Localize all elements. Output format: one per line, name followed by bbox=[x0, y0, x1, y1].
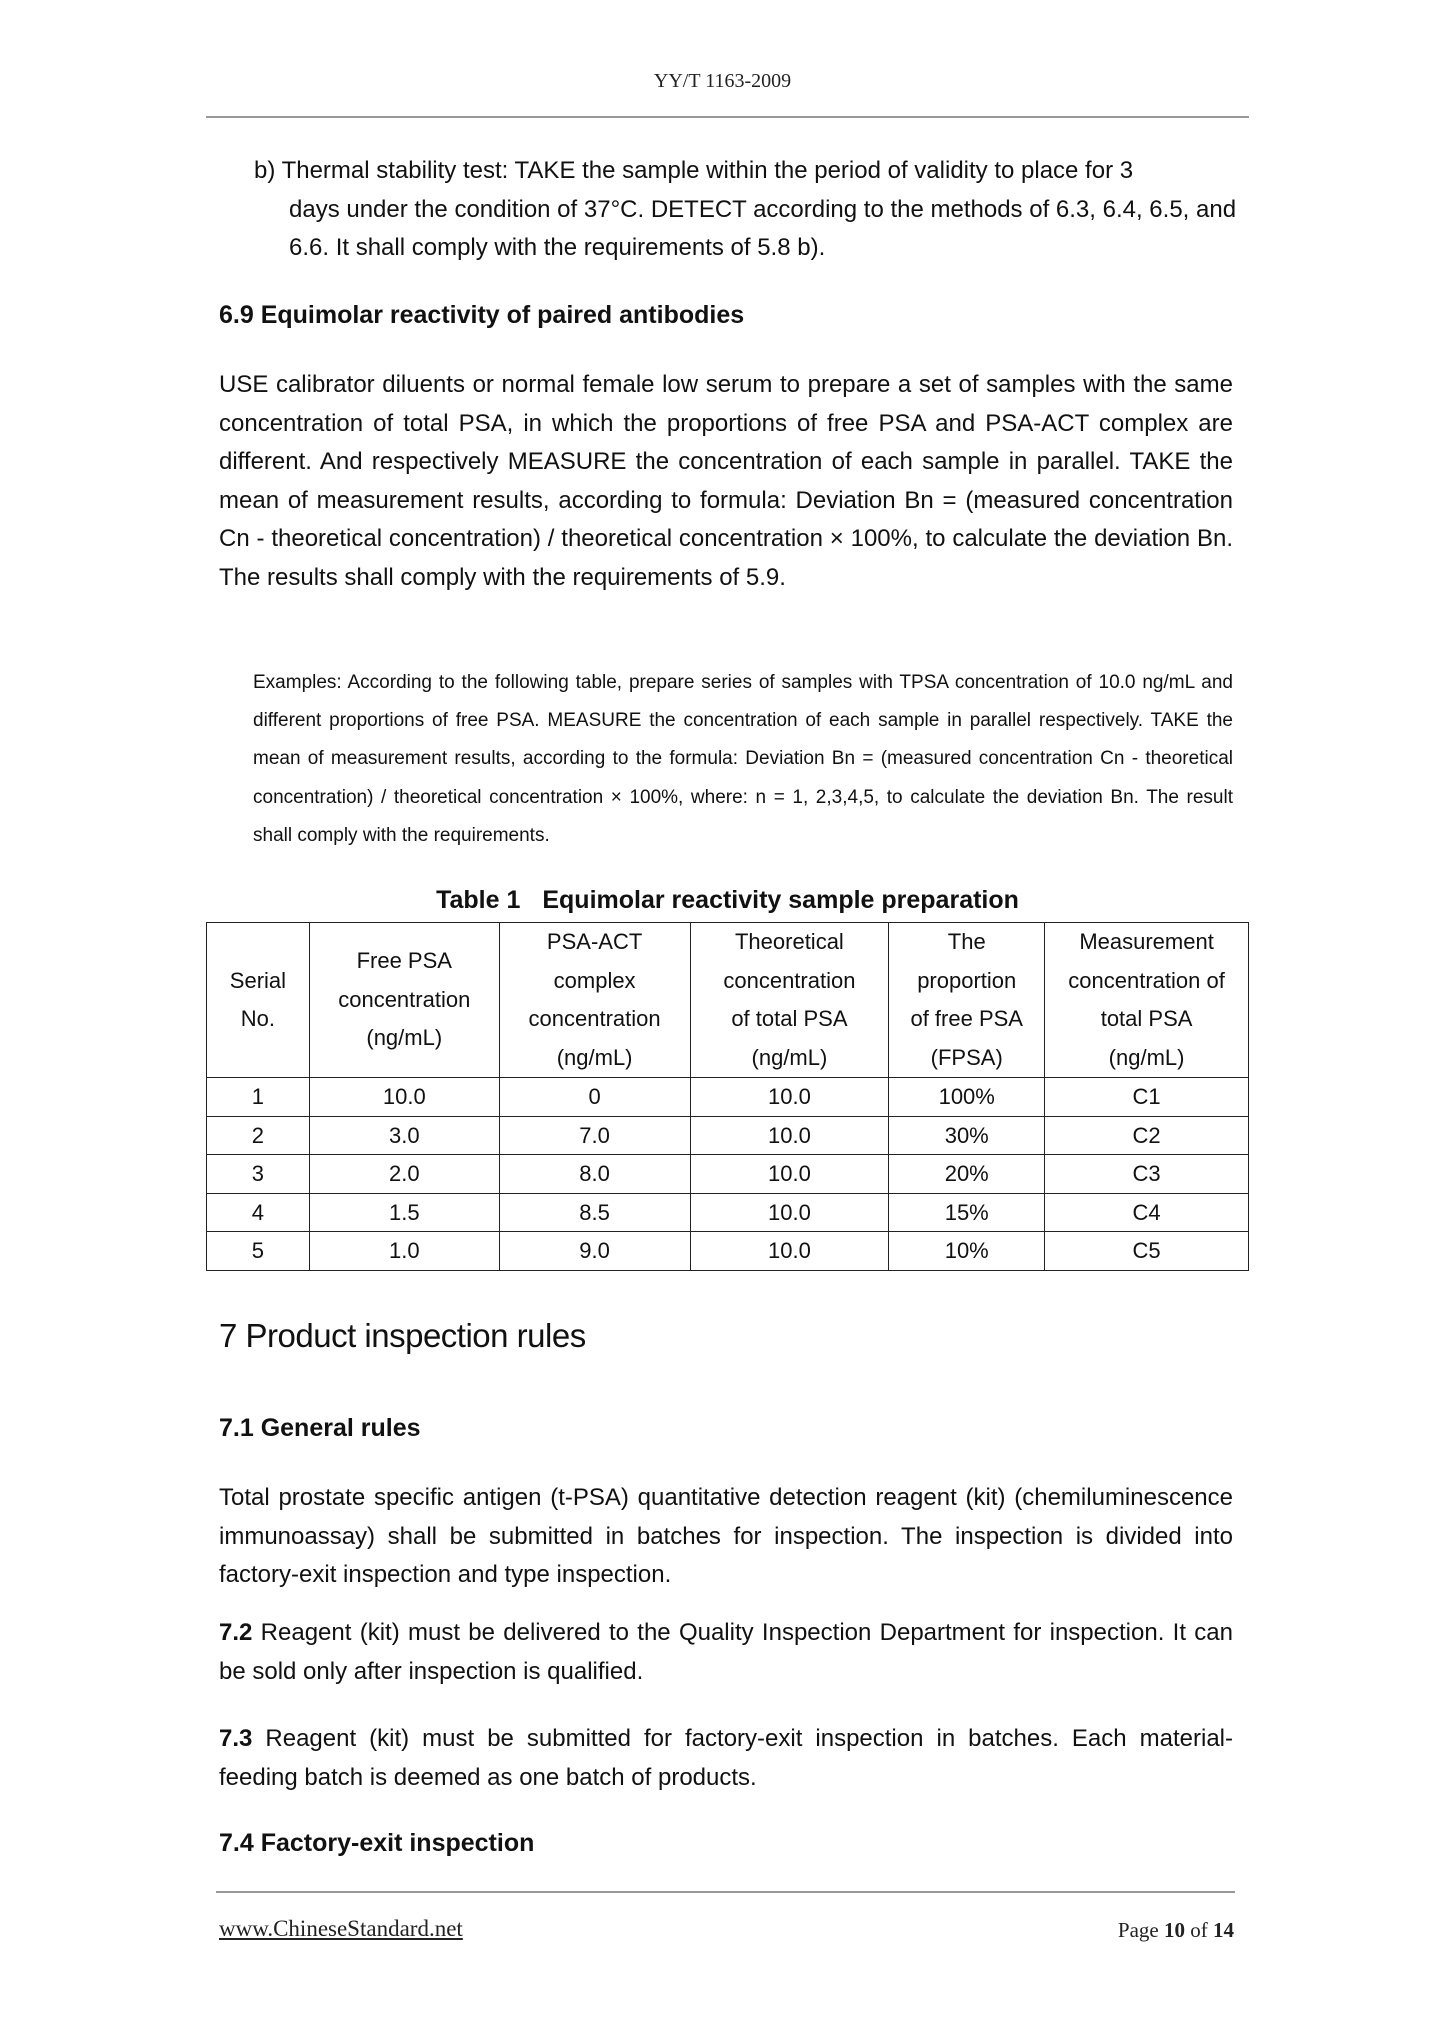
cell-serial: 1 bbox=[207, 1078, 310, 1117]
clause-number-7-3: 7.3 bbox=[219, 1725, 253, 1752]
section-6-9-example: Examples: According to the following table, prepare series of samples with TPSA concentration of 10.0 ng/mL and different proportions of free PSA. MEASURE the concentration of each sample in parallel respectively. TAKE the mean of measurement results, according to the formula: Deviation Bn = (measured concentration Cn - theoretical concentration) / theoretical concentration × 100%, where: n = 1, 2,3,4,5, to calculate the deviation Bn. The result shall comply with the requirements. bbox=[253, 672, 1233, 846]
cell-serial: 2 bbox=[207, 1116, 310, 1155]
cell-fpsa: 30% bbox=[889, 1116, 1045, 1155]
page-of-label: of bbox=[1190, 1918, 1208, 1942]
cell-psa-act: 8.5 bbox=[499, 1193, 690, 1232]
section-7-4-heading: 7.4 Factory-exit inspection bbox=[219, 1829, 535, 1857]
cell-measured: C2 bbox=[1045, 1116, 1249, 1155]
section-7-3-body: Reagent (kit) must be submitted for factory-exit inspection in batches. Each material-feeding batch is deemed as one batch of products. bbox=[219, 1725, 1233, 1791]
section-7-2-body: Reagent (kit) must be delivered to the Quality Inspection Department for inspection. It can be sold only after inspection is qualified. bbox=[219, 1619, 1233, 1685]
cell-psa-act: 8.0 bbox=[499, 1155, 690, 1194]
section-7-2-paragraph bbox=[219, 1614, 1233, 1691]
cell-psa-act: 0 bbox=[499, 1078, 690, 1117]
table-row bbox=[207, 1232, 1249, 1271]
item-b-continuation: days under the condition of 37°C. DETECT according to the methods of 6.3, 6.4, 6.5, and 6.6. It shall comply with the requirements of 5.8 b). bbox=[289, 195, 1237, 261]
cell-free-psa: 3.0 bbox=[309, 1116, 499, 1155]
table-1-caption bbox=[206, 886, 1249, 915]
table-row bbox=[207, 1155, 1249, 1194]
cell-psa-act: 9.0 bbox=[499, 1232, 690, 1271]
table-caption-number: Table 1 bbox=[436, 886, 521, 914]
equimolar-sample-table bbox=[206, 922, 1249, 1271]
col-header-measured-total: Measurement concentration of total PSA (ng/mL) bbox=[1045, 923, 1249, 1078]
cell-measured: C1 bbox=[1045, 1078, 1249, 1117]
cell-serial: 3 bbox=[207, 1155, 310, 1194]
thermal-stability-item-b bbox=[254, 152, 1239, 268]
section-7-title: 7 Product inspection rules bbox=[219, 1317, 586, 1354]
header-divider bbox=[206, 116, 1249, 118]
cell-fpsa: 100% bbox=[889, 1078, 1045, 1117]
table-row bbox=[207, 1078, 1249, 1117]
section-7-3-paragraph bbox=[219, 1720, 1233, 1797]
item-b-first-line: b) Thermal stability test: TAKE the sample within the period of validity to place for 3 bbox=[254, 157, 1134, 184]
cell-fpsa: 20% bbox=[889, 1155, 1045, 1194]
section-7-1-body: Total prostate specific antigen (t-PSA) quantitative detection reagent (kit) (chemiluminescence immunoassay) shall be submitted in batches for inspection. The inspection is divided into factory-exit inspection and type inspection. bbox=[219, 1484, 1233, 1588]
cell-serial: 4 bbox=[207, 1193, 310, 1232]
col-header-psa-act: PSA-ACT complex concentration (ng/mL) bbox=[499, 923, 690, 1078]
cell-fpsa: 10% bbox=[889, 1232, 1045, 1271]
col-header-serial-no: Serial No. bbox=[207, 923, 310, 1078]
cell-measured: C3 bbox=[1045, 1155, 1249, 1194]
cell-free-psa: 10.0 bbox=[309, 1078, 499, 1117]
cell-theoretical: 10.0 bbox=[690, 1232, 889, 1271]
col-header-theoretical-total: Theoretical concentration of total PSA (ng/mL) bbox=[690, 923, 889, 1078]
section-6-9-body: USE calibrator diluents or normal female low serum to prepare a set of samples with the same concentration of total PSA, in which the proportions of free PSA and PSA-ACT complex are different. And respectively MEASURE the concentration of each sample in parallel. TAKE the mean of measurement results, according to formula: Deviation Bn = (measured concentration Cn - theoretical concentration) / theoretical concentration × 100%, to calculate the deviation Bn. The results shall comply with the requirements of 5.9. bbox=[219, 371, 1233, 591]
section-6-9-heading: 6.9 Equimolar reactivity of paired antibodies bbox=[219, 301, 745, 329]
cell-psa-act: 7.0 bbox=[499, 1116, 690, 1155]
col-header-free-psa: Free PSA concentration (ng/mL) bbox=[309, 923, 499, 1078]
section-7-1-heading: 7.1 General rules bbox=[219, 1414, 421, 1442]
page-number bbox=[1110, 1918, 1234, 1943]
page-header-standard-code: YY/T 1163-2009 bbox=[653, 70, 792, 92]
table-caption-title: Equimolar reactivity sample preparation bbox=[542, 886, 1019, 914]
table-header-row bbox=[207, 923, 1249, 1078]
cell-theoretical: 10.0 bbox=[690, 1116, 889, 1155]
cell-theoretical: 10.0 bbox=[690, 1193, 889, 1232]
clause-number-7-2: 7.2 bbox=[219, 1619, 253, 1646]
table-row bbox=[207, 1193, 1249, 1232]
website-link[interactable]: www.ChineseStandard.net bbox=[219, 1916, 463, 1941]
page-total: 14 bbox=[1213, 1918, 1234, 1942]
cell-measured: C5 bbox=[1045, 1232, 1249, 1271]
page-label: Page bbox=[1117, 1918, 1159, 1942]
cell-theoretical: 10.0 bbox=[690, 1078, 889, 1117]
page-current: 10 bbox=[1164, 1918, 1185, 1942]
cell-free-psa: 1.0 bbox=[309, 1232, 499, 1271]
cell-fpsa: 15% bbox=[889, 1193, 1045, 1232]
cell-theoretical: 10.0 bbox=[690, 1155, 889, 1194]
cell-measured: C4 bbox=[1045, 1193, 1249, 1232]
cell-serial: 5 bbox=[207, 1232, 310, 1271]
col-header-fpsa-proportion: The proportion of free PSA (FPSA) bbox=[889, 923, 1045, 1078]
footer-divider bbox=[216, 1891, 1235, 1893]
cell-free-psa: 1.5 bbox=[309, 1193, 499, 1232]
table-row bbox=[207, 1116, 1249, 1155]
cell-free-psa: 2.0 bbox=[309, 1155, 499, 1194]
